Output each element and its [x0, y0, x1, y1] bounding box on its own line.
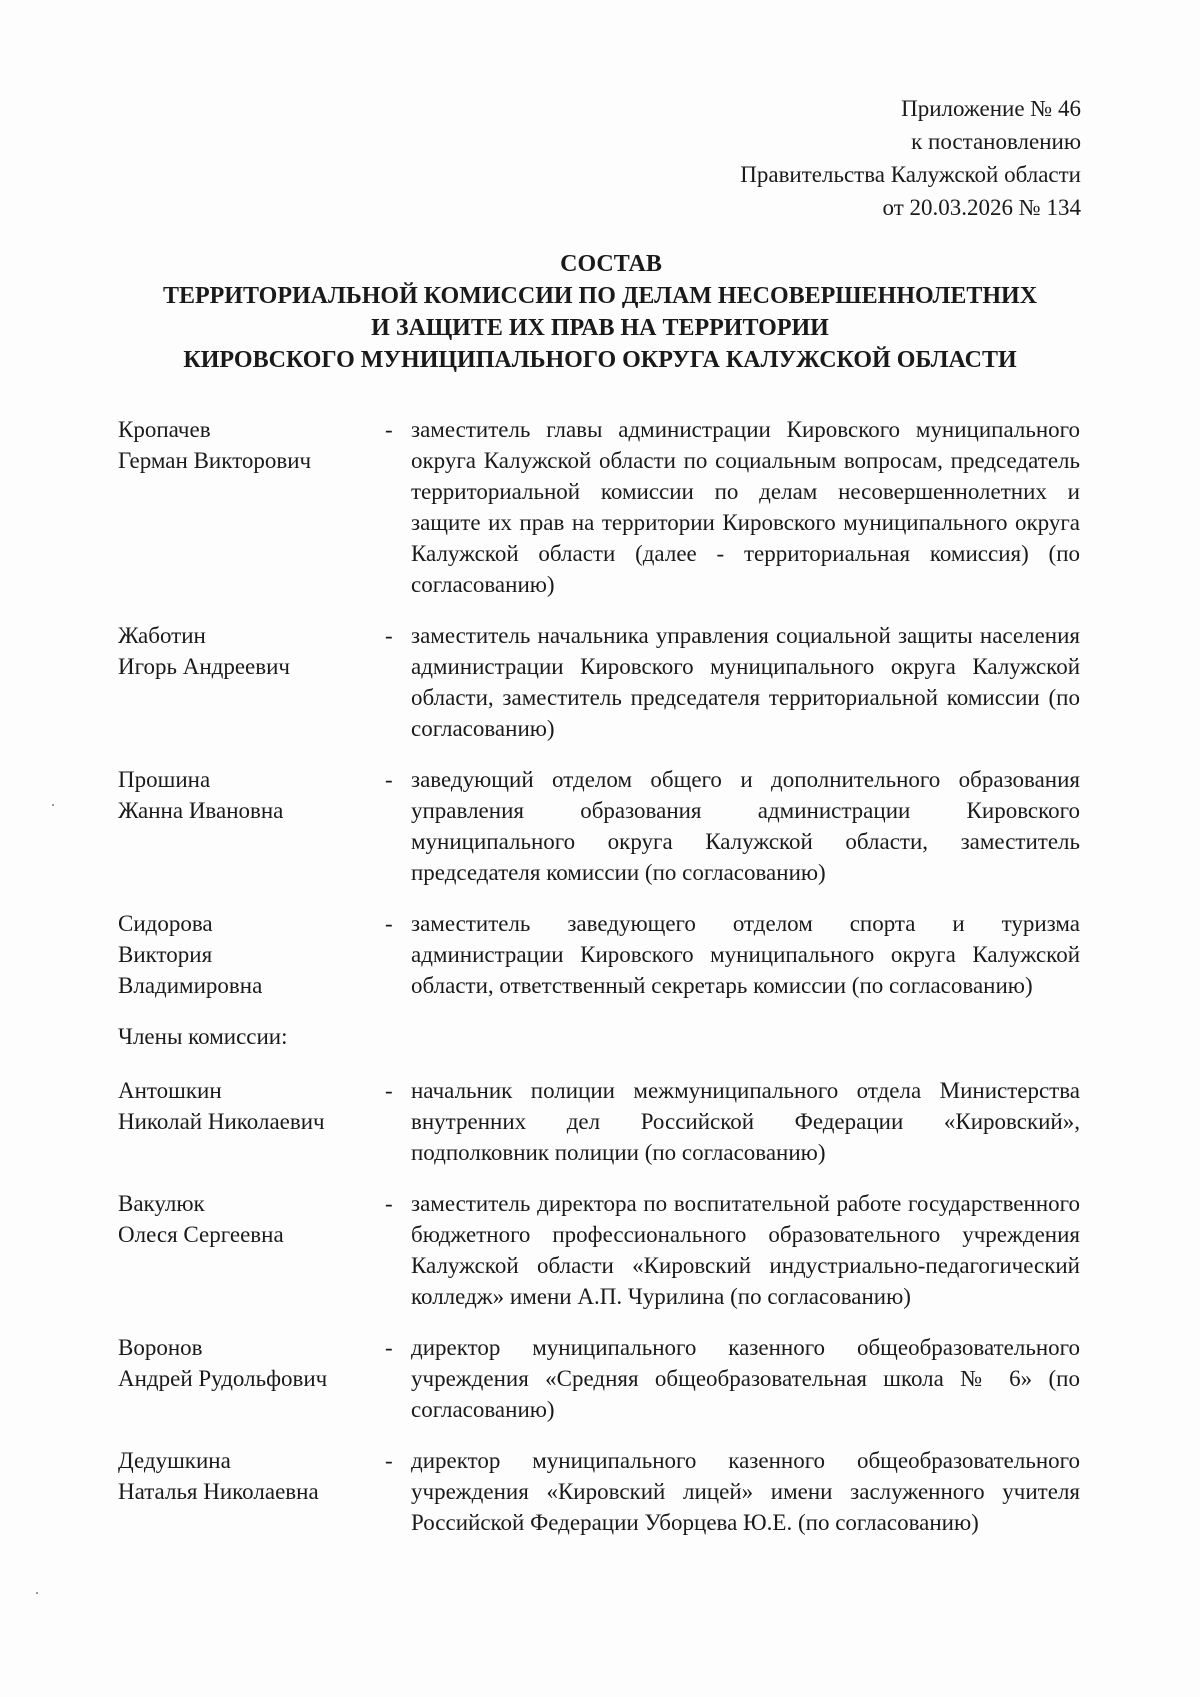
- surname: Вакулюк: [118, 1191, 205, 1216]
- position-description: заместитель главы администрации Кировского муниципального округа Калужской области по социальным вопросам, председатель территориальной комиссии по делам несовершеннолетних и защите их прав на территории Кировского муниципального округа Калужской области (далее - территориальная комиссия) (по согласованию): [411, 417, 1080, 597]
- member-entry: [118, 1445, 1080, 1538]
- dash-separator: -: [385, 623, 393, 648]
- position-description: директор муниципального казенного общеобразовательного учреждения «Кировский лицей» имени заслуженного учителя Российской Федерации Уборцева Ю.Е. (по согласованию): [411, 1448, 1080, 1535]
- surname: Кропачев: [118, 417, 211, 442]
- document-title: [0, 248, 1200, 376]
- member-entry: [118, 1332, 1080, 1425]
- appendix-header: [740, 92, 1081, 224]
- surname: Воронов: [118, 1335, 203, 1360]
- given-names: Жанна Ивановна: [118, 798, 284, 823]
- dash-separator: -: [385, 1448, 393, 1473]
- dash-separator: -: [385, 911, 393, 936]
- person-name: [118, 1445, 385, 1538]
- surname: Дедушкина: [118, 1448, 231, 1473]
- person-name: [118, 620, 385, 744]
- appendix-reference: к постановлению: [911, 129, 1081, 154]
- appendix-date: от 20.03.2026 № 134: [882, 195, 1081, 220]
- leader-entry: [118, 908, 1080, 1001]
- surname: Прошина: [118, 767, 211, 792]
- surname: Сидорова: [118, 911, 213, 936]
- appendix-number: Приложение № 46: [901, 96, 1081, 121]
- person-name: [118, 414, 385, 600]
- surname: Антошкин: [118, 1078, 222, 1103]
- given-names: Олеся Сергеевна: [118, 1222, 284, 1247]
- member-entry: [118, 1188, 1080, 1312]
- person-name: [118, 1188, 385, 1312]
- person-name: [118, 1332, 385, 1425]
- person-name: [118, 908, 385, 1001]
- title-line-4: КИРОВСКОГО МУНИЦИПАЛЬНОГО ОКРУГА КАЛУЖСКОЙ ОБЛАСТИ: [183, 347, 1017, 373]
- position-description: начальник полиции межмуниципального отдела Министерства внутренних дел Российской Федерации «Кировский», подполковник полиции (по согласованию): [411, 1078, 1080, 1165]
- dash-separator: -: [385, 1335, 393, 1360]
- members-heading: Члены комиссии:: [118, 1024, 288, 1049]
- leader-entry: [118, 414, 1080, 600]
- position-description: заместитель заведующего отделом спорта и туризма администрации Кировского муниципального округа Калужской области, ответственный секретарь комиссии (по согласованию): [411, 911, 1080, 998]
- title-line-3: И ЗАЩИТЕ ИХ ПРАВ НА ТЕРРИТОРИИ: [371, 315, 829, 341]
- position-description: заместитель начальника управления социальной защиты населения администрации Кировского муниципального округа Калужской области, заместитель председателя территориальной комиссии (по согласованию): [411, 623, 1080, 741]
- position-description: директор муниципального казенного общеобразовательного учреждения «Средняя общеобразовательная школа № 6» (по согласованию): [411, 1335, 1080, 1422]
- member-entry: [118, 1075, 1080, 1168]
- composition-list: [118, 414, 1080, 1558]
- leader-entry: [118, 764, 1080, 888]
- given-names: Игорь Андреевич: [118, 654, 290, 679]
- position-description: заместитель директора по воспитательной работе государственного бюджетного профессионального образовательного учреждения Калужской области «Кировский индустриально-педагогический колледж» имени А.П. Чурилина (по согласованию): [411, 1191, 1080, 1309]
- position-description: заведующий отделом общего и дополнительного образования управления образования администрации Кировского муниципального округа Калужской области, заместитель председателя комиссии (по согласованию): [411, 767, 1080, 885]
- given-names: Андрей Рудольфович: [118, 1366, 328, 1391]
- patronymic: Владимировна: [118, 973, 263, 998]
- title-line-1: СОСТАВ: [560, 251, 662, 277]
- dash-separator: -: [385, 1191, 393, 1216]
- given-names: Наталья Николаевна: [118, 1479, 319, 1504]
- scan-speck: [52, 804, 54, 806]
- given-names: Герман Викторович: [118, 448, 312, 473]
- scan-speck: [36, 1592, 38, 1594]
- dash-separator: -: [385, 1078, 393, 1103]
- given-names: Николай Николаевич: [118, 1109, 325, 1134]
- dash-separator: -: [385, 417, 393, 442]
- leader-entry: [118, 620, 1080, 744]
- given-names: Виктория: [118, 942, 213, 967]
- surname: Жаботин: [118, 623, 206, 648]
- person-name: [118, 764, 385, 888]
- appendix-authority: Правительства Калужской области: [740, 162, 1081, 187]
- person-name: [118, 1075, 385, 1168]
- title-line-2: ТЕРРИТОРИАЛЬНОЙ КОМИССИИ ПО ДЕЛАМ НЕСОВЕРШЕННОЛЕТНИХ: [162, 283, 1038, 309]
- dash-separator: -: [385, 767, 393, 792]
